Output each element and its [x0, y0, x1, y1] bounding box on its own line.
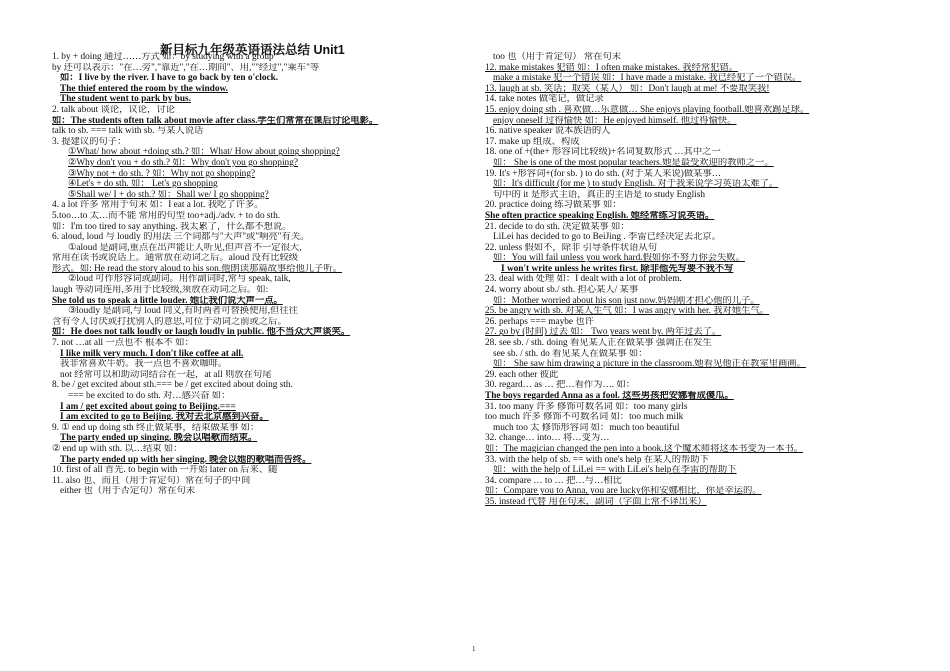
text-line: 如：with the help of LiLei == with LiLei's help在李雷的帮助下 [493, 465, 737, 476]
text-line: 12. make mistakes 犯错 如：I often make mistakes. 我经常犯错。 [485, 62, 739, 73]
text-line: She often practice speaking English. 她经常练习说英语。 [485, 210, 715, 221]
text-line: too much 许多 修饰不可数名词 如：too much milk [485, 412, 684, 423]
text-line: The boys regarded Anna as a fool. 这些男孩把安娜看成傻瓜。 [485, 391, 734, 401]
text-line: 4. a lot 许多 常用于句末 如：I eat a lot. 我吃了许多。 [52, 200, 264, 211]
text-line: 我非常喜欢牛奶。我一点也不喜欢咖啡。 [60, 359, 228, 370]
text-line: 如： She is one of the most popular teachers.她是最受欢迎的教师之一。 [493, 157, 774, 168]
text-line: 23. deal with 处理 如：I dealt with a lot of problem. [485, 274, 682, 285]
text-line: 如：Compare you to Anna, you are lucky你和安娜相比，你是幸运的。 [485, 486, 762, 497]
text-line: 如：Mother worried about his son just now.妈妈刚才担心他的儿子。 [493, 295, 760, 306]
text-line: 7. not …at all 一点也不 根本不 如： [52, 338, 194, 349]
text-line: 31. too many 许多 修饰可数名词 如：too many girls [485, 401, 688, 412]
text-line: ④Let's + do sth. 如： Let's go shopping [68, 179, 218, 190]
text-line: The party ended up with her singing. 晚会以她的歌唱而告终。 [60, 454, 312, 465]
text-line: 含有令人讨厌或打扰别人的意思,可位于动词之前或之后。 [52, 316, 287, 327]
text-line: The thief entered the room by the window. [60, 83, 229, 94]
text-line: 22. unless 假如不，除非 引导条件状语从句 [485, 242, 657, 253]
text-line: 8. be / get excited about sth.=== be / get excited about doing sth. [52, 380, 293, 391]
text-line: ③Why not + do sth. ? 如：Why not go shopping? [68, 168, 256, 179]
text-line: I am excited to go to Beijing. 我对去北京感到兴奋。 [60, 412, 269, 423]
text-line: ⑤Shall we/ I + do sth.? 如：Shall we/ I go shopping? [68, 189, 269, 200]
left-column [52, 52, 462, 497]
text-line: 25. be angry with sb. 对某人生气 如：I was angry with her. 我对她生气。 [485, 306, 770, 317]
text-line: 20. practice doing 练习做某事 如： [485, 200, 622, 211]
text-line: 2. talk about 谈论，议论，讨论 [52, 104, 175, 115]
text-line: too 也（用于肯定句） 常在句末 [493, 52, 622, 62]
text-line: 如： She saw him drawing a picture in the classroom.她看见他正在教室里画画。 [493, 359, 806, 370]
text-line: 24. worry about sb./ sth. 担心某人/ 某事 [485, 285, 639, 296]
text-line: 17. make up 组成、构成 [485, 136, 580, 147]
text-line: ③loudly 是副词,与 loud 同义,有时两者可替换使用,但往往 [68, 306, 298, 317]
text-line: 28. see sb. / sth. doing 看见某人正在做某事 强调正在发生 [485, 338, 712, 349]
text-line: 19. It's +形容词+(for sb. ) to do sth. (对于某人来说)做某事… [485, 168, 722, 179]
text-line: 16. native speaker 说本族语的人 [485, 126, 611, 137]
text-line: 26. perhaps === maybe 也许 [485, 316, 594, 327]
text-line: much too 太 修饰形容词 如：much too beautiful [493, 422, 680, 433]
text-line: 32. change… into… 将…变为… [485, 433, 610, 444]
text-line: The student went to park by bus. [60, 94, 191, 105]
text-line: 如：I live by the river. I have to go back by ten o'clock. [60, 73, 279, 84]
text-line: 形式。如: He read the story aloud to his son.他朗读那篇故事给他儿子听。 [52, 263, 342, 274]
text-line: 常用在读书或说话上。通常放在动词之后。aloud 没有比较级 [52, 253, 299, 264]
text-line: 1. by + doing 通过……方式 如：by studying with a group [52, 52, 274, 62]
text-line: make a mistake 犯一个错误 如：I have made a mistake. 我已经犯了一个错误。 [493, 73, 802, 84]
text-line: She told us to speak a little louder. 她让我们说大声一点。 [52, 295, 283, 306]
text-line: 如：The students often talk about movie after class.学生们常常在课后讨论电影。 [52, 115, 379, 126]
text-line: === be excited to do sth. 对…感兴奋 如： [68, 391, 231, 401]
text-line: I won't write unless he writes first. 除非他先写要不我不写 [501, 263, 734, 274]
text-line: ②Why don't you + do sth.? 如：Why don't you go shopping? [68, 157, 298, 168]
text-line: 如：It's difficult (for me ) to study English. 对于我来说学习英语太难了。 [493, 179, 779, 190]
text-line: 如：He does not talk loudly or laugh loudly in public. 他不当众大声谈笑。 [52, 327, 351, 338]
text-line: see sb. / sth. do 看见某人在做某事 如： [493, 348, 648, 359]
text-line: 29. each other 彼此 [485, 369, 559, 380]
text-line: talk to sb. === talk with sb. 与某人说话 [52, 126, 204, 137]
text-line: 3. 提建议的句子： [52, 136, 127, 147]
text-line: 13. laugh at sb. 笑话；取笑（某人） 如：Don't laugh at me! 不要取笑我! [485, 83, 770, 94]
text-line: 30. regard… as … 把…看作为…. 如： [485, 380, 636, 391]
text-line: LiLei has decided to go to BeiJing . 李雷已经决定去北京。 [493, 232, 722, 243]
text-line: 如：The magician changed the pen into a book.这个魔术师将这本书变为一本书。 [485, 443, 804, 454]
text-line: 15. enjoy doing sth . 喜欢做…乐意做… She enjoys playing football.她喜欢踢足球。 [485, 104, 810, 115]
doc-title: 新目标九年级英语语法总结 Unit1 [160, 43, 345, 57]
text-line: 21. decide to do sth. 决定做某事 如： [485, 221, 630, 232]
text-line: 如：You will fail unless you work hard.假如你不努力你会失败。 [493, 253, 745, 264]
text-line: ①What/ how about +doing sth.? 如：What/ How about going shopping? [68, 147, 340, 158]
text-line: 6. aloud, loud 与 loudly 的用法 三个词都与"大声"或"响亮"有关。 [52, 232, 310, 243]
text-line: by 还可以表示："在…旁","靠近","在…期间"、用,""经过","乘车"等 [52, 62, 320, 73]
right-column [485, 52, 905, 508]
text-line: 34. compare … to … 把…与…相比 [485, 475, 622, 486]
text-line: laugh 等动词连用,多用于比较级,须放在动词之后。如: [52, 285, 269, 296]
text-line: 14. take notes 做笔记，做记录 [485, 94, 604, 105]
text-line: 5.too…to 太…而不能 常用的句型 too+adj./adv. + to do sth. [52, 210, 281, 221]
text-line: 9. ① end up doing sth 终止做某事，结束做某事 如： [52, 422, 260, 433]
text-line: ② end up with sth. 以…结束 如： [52, 443, 183, 454]
text-line: 10. first of all 首先. to begin with 一开始 later on 后来、随 [52, 465, 278, 476]
text-line: 11. also 也、而且（用于肯定句）常在句子的中间 [52, 475, 251, 486]
text-line: I like milk very much. I don't like coffee at all. [60, 348, 244, 359]
text-line: I am / get excited about going to Beijing.=== [60, 401, 236, 412]
text-line: enjoy oneself 过得愉快 如：He enjoyed himself. 他过得愉快。 [493, 115, 737, 126]
text-line: not 经常可以和助动词结合在一起，at all 则放在句尾 [60, 369, 272, 380]
text-line: 句中的 it 是形式主语，真正的主语是 to study English [493, 189, 706, 200]
text-line: 33. with the help of sb. == with one's help 在某人的帮助下 [485, 454, 709, 465]
text-line: 27. go by (时间) 过去 如： Two years went by. 两年过去了。 [485, 327, 722, 338]
text-line: The party ended up singing. 晚会以唱歌而结束。 [60, 433, 258, 444]
text-line: 18. one of +(the+ 形容词比较级)+名词复数形式 …其中之一 [485, 147, 721, 158]
text-line: 如：I'm too tired to say anything. 我太累了，什么都不想说。 [52, 221, 292, 232]
text-line: ②loud 可作形容词或副词。用作副词时,常与 speak, talk, [68, 274, 291, 285]
text-line: ①aloud 是副词,重点在出声能让人听见,但声音不一定很大, [68, 242, 302, 253]
page-number: 1 [472, 645, 476, 653]
text-line: 35. instead 代替 用在句末，副词（字面上常不译出来） [485, 496, 707, 507]
text-line: either 也（用于否定句）常在句末 [60, 486, 196, 497]
